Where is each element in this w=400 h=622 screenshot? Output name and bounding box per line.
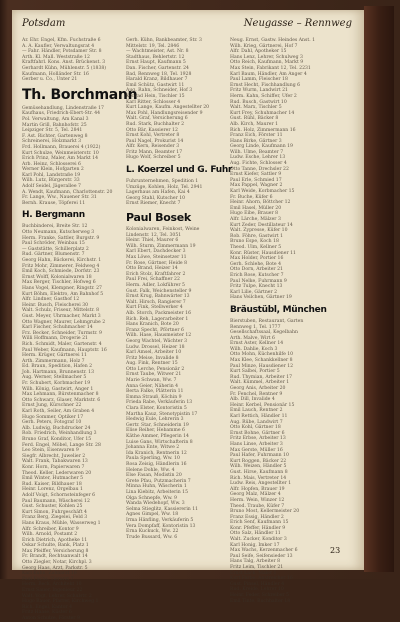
directory-entry: Alfr. Lindner, Gasthof 12	[22, 297, 80, 303]
directory-entry: Martin Grill, Bahnhofstr. 25	[22, 122, 87, 128]
directory-entry: Otto Neumann, Kutscherweg 3	[22, 230, 95, 236]
directory-entry: Gust. Rühl, Bäcker 8	[230, 116, 279, 122]
directory-entry: Karl Rettich, Händler 11	[230, 414, 288, 419]
ad-bergmann: H. Bergmann	[22, 210, 85, 221]
directory-entry: Erich Stolz, Kraftfahrer 2	[126, 271, 186, 277]
directory-entry: Walt. Vogt, Lehrer, Schulstr. 2	[22, 593, 92, 599]
directory-entry: Bruno Most, Kellermeister 20	[230, 509, 300, 515]
directory-entry: Oskar Schulte, Bank, Platz 1	[22, 543, 89, 549]
directory-entry: Alb. Ludwig, Buchdrucker 24	[22, 425, 91, 431]
directory-entry: A. A. Kaufler, Verwaltungsrat 4	[22, 43, 95, 49]
directory-entry: Hugo Sommer, Optiker 17	[22, 414, 84, 420]
directory-entry: Helene Dohle, Ww. 4	[126, 467, 175, 473]
directory-entry: Selma Stieglitz, Kassiererin 11	[126, 506, 199, 512]
directory-entry: Mittelstr. 19, Tel. 2846	[126, 43, 180, 49]
directory-entry: Ernst Haupt, Kaufmann 5	[126, 60, 186, 66]
directory-entry: Erich Senf, Kaufmann 15	[230, 520, 289, 526]
directory-entry: Kurt Fink, Stellwerker 4	[126, 305, 183, 311]
directory-entry: Aug. Fichte, Schlosser 4	[230, 161, 287, 167]
directory-entry: Otto Wagner, Maurer, Lehmgrube 2	[22, 319, 106, 325]
directory-entry: Fr. Rose, Gärtner, Heide 8	[126, 260, 187, 266]
directory-entry: Max Pohl, Handlungsreisender 9	[126, 110, 203, 116]
directory-entry: Otto Ziegler, Notar, Kirchpl. 3	[22, 560, 92, 566]
directory-entry: Karl Fischer, Schuhmacher 14	[22, 325, 93, 331]
directory-entry: Aug. Rübe, Landwirt 7	[230, 419, 283, 425]
directory-entry: Otto Schwarz, Glaser, Marktstr. 6	[22, 397, 101, 403]
directory-entry: Gerber u. Co., Unter 21	[22, 77, 78, 83]
directory-entry: Willi Hoffmann, Drogerie 21	[22, 336, 88, 342]
directory-entry: Gust. Pinsel, Händler 4	[230, 581, 285, 587]
directory-entry: Max Wachs, Kerzenmacher 6	[230, 548, 298, 554]
directory-entry: Fritz Erbse, Arbeiter 13	[230, 436, 286, 442]
directory-entry: Trude Bussard, Ww. 6	[126, 534, 178, 540]
directory-entry: Rich. Reh, Lagerarbeiter 1	[126, 316, 189, 322]
ad-koerzel: L. Koerzel und G. Fuhr	[126, 165, 233, 176]
directory-entry: Karl Roth, Seiler, Am Graben 4	[22, 409, 95, 415]
directory-entry: Dan. Fischer, Gartenstr. 24	[126, 65, 189, 71]
directory-entry: Rob. Friedrich, Weinhandlung 3	[22, 431, 97, 437]
directory-entry: Paula Sperling, Ww. 10	[126, 456, 180, 462]
directory-entry: Konr. Rüster, Hausdiener 11	[230, 250, 296, 256]
directory-entry: Kurt Farbe, Anstreicher 16	[230, 576, 293, 582]
directory-entry: Kurt Simon, Fuhrgeschäft 4	[22, 509, 87, 515]
directory-entry: Rob. Föhre, Gastwirt 1	[230, 233, 284, 239]
directory-entry: Leo Stein, Eisenwaren 9	[22, 448, 79, 454]
directory-entry: Werner Klein, Hofgarten 2	[22, 167, 84, 173]
directory-entry: Heinr. Busch, Fleischerei 30	[22, 302, 89, 308]
column-2	[126, 38, 233, 556]
directory-entry: Hans Veilchen, Gärtner 19	[230, 295, 292, 301]
directory-entry: Wilh. Ulme, Beamter 7	[230, 149, 284, 155]
directory-entry: Fr. Fenchel, Rentner 9	[230, 391, 283, 397]
directory-entry: Alb. Kirch, Maurer 1	[230, 121, 279, 127]
directory-entry: Otto Mohn, Küchenhilfe 10	[230, 352, 294, 358]
directory-entry: Adolf Voigt, Schornsteinfeger 6	[22, 492, 96, 498]
header-right: Neugasse – Rennweg	[243, 18, 352, 29]
directory-entry: Ed. Braun, Spedition, Hafen 2	[22, 364, 93, 370]
directory-entry: — Fahr. Händler, Potsdamer Str. 8	[22, 49, 102, 55]
directory-entry: Ernst Jung, Kürschner 22	[22, 403, 82, 409]
directory-entry: Georg Linde, Kaufmann 19	[230, 144, 293, 150]
directory-entry: Fr. Brandt, Rechtsanwalt 14	[22, 554, 88, 560]
directory-entry: Gust. Falk, Weichensteller 9	[126, 288, 192, 294]
column-1	[22, 38, 138, 621]
directory-entry: Wilh. Hase, Hausmeister 12	[126, 333, 192, 339]
ad-borchmann: Th. Borchmann	[22, 86, 138, 103]
directory-entry: Clara Elster, Kontoristin 5	[126, 406, 187, 412]
directory-entry: Marie Schwan, Ww. 7	[126, 378, 177, 384]
directory-entry: Fritz Haase, Küster 6	[22, 610, 72, 616]
directory-entry: Alfr. Dahl, Apotheker 15	[230, 49, 287, 55]
directory-entry: Alb. Dill, Invalide 4	[230, 397, 275, 403]
directory-entry: Konr. Pfeffer, Händler 9	[230, 525, 286, 531]
directory-entry: Anna Geier, Näherin 4	[126, 383, 179, 389]
directory-entry: Georg Malz, Mälzer 4	[230, 492, 281, 498]
directory-entry: Herm. Beck, Architekt 10	[22, 582, 82, 588]
directory-entry: Max Gerste, Müller 16	[230, 447, 283, 453]
directory-entry: Rud. Kaiser, Bildhauer 18	[22, 481, 82, 487]
directory-entry: Kaufhaus, Friedrich-Ebert-Str. 44	[22, 111, 101, 117]
directory-entry: Ernst Taube, Witwer 21	[126, 372, 182, 378]
ad-bosek: Paul Bosek	[126, 211, 191, 225]
directory-entry: Karl Kuhn, Zahnarzt 16	[22, 571, 77, 577]
directory-entry: Otto Salz, Händler 11	[230, 531, 281, 537]
directory-entry: Franz Essig, Händler 2	[230, 514, 284, 520]
directory-entry: Emil Hasel, Müller 20	[230, 205, 282, 211]
directory-entry: Erna Kuckuck, Ww. 22	[126, 529, 179, 535]
directory-entry: Agnes Gimpel, Ww. 18	[126, 512, 179, 518]
directory-entry: Gerh. Kühn, Bankbeamter, Str. 3	[126, 38, 202, 43]
directory-entry: Lindenstr. 12, Tel. 3051	[126, 232, 182, 238]
directory-entry: Ernst Bohne, Gärtner 6	[230, 430, 285, 436]
directory-entry: Otto Kohl, Gärtner 18	[230, 425, 281, 431]
directory-entry: Anton Schulze, Förster 9	[22, 616, 80, 621]
directory-entry: Berta Falke, Plätterin 11	[126, 389, 184, 395]
directory-entry: Adolf Seidel, Jägerallee 7	[22, 184, 81, 190]
directory-entry: Paul Baumann, Wäscherei 12	[22, 498, 90, 504]
directory-entry: Wilh. Lutz, Bürgerstr. 33	[22, 178, 80, 184]
directory-entry: Fritz Meise, Invalide 8	[126, 355, 179, 361]
directory-entry: Minna Huhn, Wäscherin 1	[126, 484, 187, 490]
directory-entry: Karl Lilie, Gärtner 2	[230, 289, 278, 295]
directory-entry: Gust. Hirse, Kaufmann 8	[230, 469, 288, 475]
directory-entry: Herm. Krüger, Gärtnerei 11	[22, 353, 87, 359]
directory-entry: Heinr. Feder, Schreiber 5	[230, 593, 289, 598]
directory-entry: Gerh. Peters, Fotograf 10	[22, 420, 82, 426]
directory-entry: Konrad Hein, Tischler 15	[126, 93, 185, 99]
directory-entry: Max Klee, Schankkellner 8	[230, 358, 293, 364]
directory-entry: Rich. Engel, Kantor 4	[22, 604, 73, 610]
directory-entry: Wilh. Weizen, Händler 5	[230, 464, 287, 470]
col3-entries-bottom	[230, 319, 350, 604]
directory-entry: Paul Nelke, Fuhrmann 9	[230, 278, 287, 284]
directory-entry: Georg Hahn, Bäckerei, Kirchstr. 1	[22, 258, 102, 263]
directory-entry: Herm. Franke, Sattler, Burgstr. 9	[22, 235, 100, 241]
directory-entry: Rich. Mais, Vertreter 14	[230, 475, 287, 481]
directory-entry: Max Pappel, Wagner 2	[230, 183, 283, 189]
directory-entry: Alfr. Schreiber, Kontor 9	[22, 526, 79, 532]
directory-entry: Gesellschaftssaal, Kegelbahn	[230, 330, 298, 336]
page-header	[22, 18, 352, 32]
directory-entry: Max Lehmann, Bürstenmacher 8	[22, 392, 99, 398]
directory-entry: Karl Ritter, Schlosser 4	[126, 99, 181, 105]
directory-entry: Hedwig Eule, Lehrerin 3	[126, 417, 184, 423]
column-3	[230, 38, 350, 604]
directory-entry: Ernst Lack, Maler 1	[230, 570, 277, 576]
directory-entry: Hans Lenz, Lehrer, Schulweg 3	[230, 54, 303, 60]
page-number: 23	[330, 546, 341, 555]
directory-entry: Arth. Zimmermann, Holz 7	[22, 358, 85, 364]
directory-entry: Gerh. Schlehe, Bote 4	[230, 261, 282, 267]
directory-entry: Alfr. Kern, Reisender 3	[126, 144, 180, 150]
directory-entry: Heinr. Thiel, Maurer 6	[126, 238, 179, 244]
directory-entry: Gust. Schuster, Kohlen 25	[22, 504, 83, 510]
directory-entry: Kraftfahrl. Kons. Anst. Brückenst. 3	[22, 60, 106, 66]
directory-entry: Grete Pfau, Putzmacherin 7	[126, 478, 191, 484]
directory-entry: Leipziger Str. 5, Tel. 2841	[22, 128, 83, 134]
directory-entry: Hans Birke, Gärtner 3	[230, 138, 282, 144]
directory-entry: Wanda Wiedehopf, Ww. 3	[126, 501, 185, 507]
directory-entry: Rud. Busch, Gastwirt 10	[230, 99, 287, 105]
directory-entry: Wilh. Arnold, Postamt 2	[22, 532, 78, 538]
directory-entry: Fuhrunternehmen, Spedition 1	[126, 179, 199, 185]
directory-entry: Wilh. König, Gastwirt, Anger 1	[22, 386, 94, 392]
directory-entry: Heinr. Lorenz, Orgelbau 1	[22, 487, 83, 493]
directory-entry: Bierstuben, Restaurant, Garten	[230, 318, 304, 324]
directory-entry: Bad, Rennweg 18, Tel. 1928	[126, 71, 192, 77]
directory-entry: F. Ast. Richter, Gartenweg 8	[22, 133, 88, 139]
directory-entry: Herm. Wein, Winzer 12	[230, 497, 285, 503]
directory-entry: Emil Winter, Hutmacher 5	[22, 476, 84, 482]
directory-entry: Gemüsehandlung, Lindenstraße 17	[22, 105, 104, 111]
directory-entry: Ernst Krug, Bahnwärter 13	[126, 294, 190, 300]
directory-entry: Hans Talg, Arbeiter 8	[230, 559, 281, 565]
directory-entry: Lina Kiebitz, Arbeiterin 15	[126, 489, 189, 495]
directory-entry: Rosa Zeisig, Händlerin 16	[126, 461, 187, 467]
directory-entry: Rud. Gärtner, Blumenstr. 7	[22, 252, 85, 258]
directory-entry: Stadthaus, Behlertstr. 12	[126, 54, 185, 60]
directory-entry: Walt. Frank, Tabakwaren 13	[22, 459, 88, 465]
directory-entry: Georg Anis, Arbeiter 20	[230, 386, 286, 392]
directory-entry: Frieda Rabe, Verkäuferin 13	[126, 400, 193, 406]
directory-entry: Käthe Ammer, Pflegerin 14	[126, 434, 189, 439]
directory-entry: Walt. Hirsch, Rangierer 7	[126, 299, 186, 305]
directory-entry: Fritz Mohr, Zimmerer, Feldweg 4	[22, 263, 100, 269]
directory-entry: Paul Schröder, Weinbau 15	[22, 241, 85, 247]
directory-entry: Alb. Storch, Packmeister 16	[126, 310, 192, 316]
directory-entry: Theod. Traube, Küfer 7	[230, 503, 285, 509]
directory-entry: Rich. Schmidt, Maler, Gartenstr. 4	[22, 341, 102, 347]
directory-entry: Ernst Kiefer, Sattler 9	[230, 172, 282, 178]
directory-entry: Kurt Böhm, Elektro, Am Bahnhof 5	[22, 291, 104, 297]
col1-entries-middle	[22, 106, 120, 207]
directory-entry: Emil Koch, Schmiede, Dorfstr. 23	[22, 269, 100, 275]
directory-entry: Rud. Stark, Buchhalter 2	[126, 121, 185, 127]
directory-entry: Fr. Lange, Ww., Nauener Str. 31	[22, 195, 97, 201]
directory-entry: Karl Weide, Korbmacher 15	[230, 189, 295, 195]
directory-entry: Fritz Wurm, Landwirt 21	[230, 88, 288, 94]
directory-entry: Paul Nagel, Prokurist 14	[126, 138, 184, 144]
directory-entry: Ludw. Reis, Angestellter 1	[230, 481, 292, 487]
directory-entry: Kurt Frey, Schuhmacher 14	[230, 110, 295, 116]
directory-entry: Walt. Schulz, Friseur, Mittelstr. 8	[22, 308, 100, 314]
directory-entry: Herm. Kahn, Schiffer, Ufer 2	[230, 93, 297, 99]
directory-entry: Paul Erle, Schmied 17	[230, 177, 282, 183]
directory-entry: Karl Honig, Imker 17	[230, 542, 280, 548]
directory-entry: Georg Stahl, Kutscher 10	[126, 195, 186, 201]
directory-entry: Heinr. Kerbel, Pensionär 15	[230, 402, 295, 408]
directory-entry: Arb. Heinz, Schlosserei 6	[22, 161, 81, 167]
directory-entry: Paul Hafer, Fuhrmann 10	[230, 453, 289, 459]
ad-braeustuebl: Bräustübl, München	[230, 304, 327, 315]
directory-entry: Walt. Zypresse, Küfer 10	[230, 228, 288, 234]
directory-entry: Fritz Leim, Tischler 21	[230, 565, 284, 571]
directory-entry: Gertr. Star, Schneiderin 19	[126, 422, 189, 428]
directory-entry: Franz Eich, Förster 11	[230, 133, 283, 139]
directory-entry: Bruno Espe, Koch 18	[230, 239, 279, 245]
directory-entry: Alfr. Lärche, Mälzer 3	[230, 217, 281, 222]
directory-entry: Ernst Sauer, Ingenieur 22	[22, 588, 83, 594]
directory-entry: Karl Baum, Händler, Am Anger 4	[230, 71, 307, 77]
directory-entry: Heinr. Ahorn, Böttcher 12	[230, 200, 291, 206]
directory-entry: Luise Gans, Wirtschafterin 8	[126, 439, 193, 445]
directory-entry: Walt. Graf, Versicherung 6	[126, 116, 188, 122]
directory-entry: Max Berger, Tischler, Hofweg 6	[22, 280, 96, 286]
directory-entry: Ernst Wolff, Kolonialwaren 18	[22, 274, 92, 280]
directory-entry: Herm. Adler, Lokführer 5	[126, 282, 185, 288]
directory-entry: Hans Kraus, Mühle, Wasserweg 1	[22, 520, 101, 526]
directory-entry: Hugo Bauer, Pfarrer, Kirchweg 1	[22, 599, 99, 605]
directory-entry: Paul Minze, Hausdiener 12	[230, 363, 294, 369]
directory-entry: Emma Strauß, Köchin 9	[126, 394, 182, 400]
directory-entry: Ferd. Engel, Möbel, Lange Str. 28	[22, 442, 101, 448]
directory-entry: Paul Lamm, Fleischer 18	[230, 77, 288, 83]
directory-entry: Paul Weber, Kaufmann, Hauptstr. 16	[22, 347, 107, 353]
directory-entry: Kurt Zeder, Destillateur 14	[230, 222, 293, 228]
directory-entry: Kaufmann, Holländer Str. 16	[22, 71, 89, 77]
directory-entry: Franz Specht, Pförtner 6	[126, 327, 184, 333]
directory-entry: Pol. Verwaltung, Am Kanal 3	[22, 116, 89, 122]
directory-entry: Walt. Kümmel, Arbeiter 1	[230, 380, 290, 386]
directory-entry: Elise Reiher, Hebamme 6	[126, 428, 185, 434]
directory-entry: Otto Brand, Heizer 14	[126, 266, 178, 272]
directory-entry: Alfr. Hopfen, Brauer 19	[230, 486, 285, 492]
directory-entry: Max Stein, Fabrikant 12, Tel. 2231	[230, 65, 311, 71]
directory-entry: Joh. Hartmann, Brunnenstr. 13	[22, 369, 94, 375]
directory-entry: Irma Hänfling, Verkäuferin 5	[126, 517, 194, 523]
directory-entry: Max Löwe, Steinsetzer 11	[126, 255, 187, 260]
directory-entry: Max Pfeiffer, Versicherung 8	[22, 548, 89, 554]
directory-entry: Olga Schnepfe, Ww. 9	[126, 495, 177, 501]
directory-entry: Martha Kauz, Stenotypistin 17	[126, 411, 198, 417]
directory-entry: Aug. Rahn, Schneider, Hof 3	[126, 88, 193, 94]
directory-entry: Fr. Schubert, Korbmacher 19	[22, 381, 91, 387]
directory-entry: Emil Schütz, Gastwirt 11	[126, 82, 185, 88]
directory-entry: Erich Dietrich, Apotheke 11	[22, 537, 88, 543]
directory-entry: Schreinerei, Holzmarkt 3	[22, 139, 82, 145]
directory-entry: Hans Kranich, Bote 20	[126, 322, 179, 328]
col1-entries-bottom	[22, 224, 120, 621]
directory-entry: Frz. Becker, Schneider, Turmstr. 9	[22, 330, 102, 336]
directory-entry: Fritz Tulpe, Knecht 13	[230, 284, 283, 290]
book-spine	[364, 6, 394, 572]
directory-entry: Theod. Keller, Lederwaren 20	[22, 470, 92, 476]
col1-entries-top	[22, 38, 120, 83]
directory-entry: Kurt Roggen, Bäcker 22	[230, 458, 287, 464]
directory-entry: Kurt Salbei, Portier 5	[230, 369, 280, 375]
directory-entry: Ida Kranich, Rentnerin 12	[126, 450, 187, 456]
col2-entries-middle	[126, 179, 224, 207]
directory-entry: Wilh. Sturm, Zimmermann 19	[126, 243, 196, 249]
directory-entry: Wilh. Dahlie, Koch 3	[230, 346, 278, 352]
directory-entry: Umzüge, Kohlen, Holz, Tel. 2941	[126, 184, 203, 190]
directory-entry: Emil Lauch, Rentner 2	[230, 408, 283, 414]
directory-entry: Kolonialwaren, Feinkost, Weine	[126, 227, 200, 233]
directory-entry: Bruno Graf, Konditor, Ufer 15	[22, 437, 92, 442]
directory-entry: Hans Vogel, Klempner, Ringstr. 27	[22, 285, 102, 291]
directory-entry: Johanna Ente, Witwe 2	[126, 445, 180, 451]
directory-entry: Hans Linse, Arbeiter 3	[230, 441, 283, 447]
directory-entry: Rich. Holz, Zimmermann 16	[230, 127, 296, 133]
directory-entry: Walt. Marx, Tischler 5	[230, 105, 282, 111]
directory-entry: Rud. Kreide, Lehrer 10	[230, 587, 284, 593]
directory-entry: Erich Prinz, Maler, Am Markt 14	[22, 156, 99, 162]
directory-entry: Karl Pohl, Landstraße 19	[22, 172, 81, 178]
directory-entry: Siegfr. Albrecht, Juwelier 2	[22, 453, 86, 459]
directory-entry: Ludw. Esche, Lehrer 13	[230, 155, 286, 161]
directory-entry: — Gaststätte, Schillerplatz 2	[22, 246, 89, 252]
directory-entry: Gust. Meyer, Uhrmacher, Markt 3	[22, 313, 101, 319]
directory-entry: Paul Seife, Seifensieder 13	[230, 553, 293, 559]
header-left: Potsdam	[22, 18, 66, 29]
directory-entry: Georg Haas, Arzt, Parkstr. 5	[22, 565, 88, 571]
directory-entry: Otto Bär, Kassierer 12	[126, 127, 178, 133]
directory-entry: Bernh. Krause, Töpferei 11	[22, 200, 86, 206]
directory-entry: Buchbinderei, Breite Str. 12	[22, 224, 88, 230]
directory-entry: Georg Wachtel, Wächter 3	[126, 338, 188, 344]
directory-entry: Vera Dompfaff, Kontoristin 13	[126, 523, 196, 529]
directory-entry: Harald Kranz, Bildhauer 7	[126, 77, 188, 83]
directory-entry: Else Fasan, Modistin 20	[126, 473, 182, 479]
directory-entry: A. Wendt, Kaufmann, Charlottenstr. 20	[22, 189, 113, 195]
directory-entry: Konr. Horn, Papierwaren 7	[22, 464, 85, 470]
directory-entry: Aug. Fink, Rentner 15	[126, 361, 178, 367]
directory-entry: Kurt Schulze, Weinmeisterstr. 10	[22, 150, 99, 156]
directory-entry: Paul Fuchs, Tierarzt 7	[22, 576, 74, 582]
directory-entry: Neug. Ernst, Gastw. Heindes Anst. 1	[230, 38, 316, 43]
directory-entry: Lagerhaus am Hafen, Kai 4	[126, 190, 190, 196]
directory-entry: Franz Berg, Ziegelei, Feld 3	[22, 515, 88, 521]
directory-entry: Ernst Aster, Kellner 14	[230, 341, 284, 347]
directory-entry: Karl Amsel, Arbeiter 10	[126, 350, 182, 356]
directory-entry: Ar. Ehr. Engel, Kfm. Fuchstraße 6	[22, 38, 101, 43]
directory-entry: Ernst Riemer, Knecht 7	[126, 201, 181, 207]
col2-entries-bottom	[126, 227, 224, 540]
directory-entry: Ernst Kohl, Vertreter 8	[126, 133, 180, 139]
directory-entry: — Wachtmeister, Ast. Nr. 8	[126, 49, 189, 55]
directory-entry: Ludw. Drossel, Heizer 18	[126, 344, 185, 350]
directory-entry: Theod. Ulm, Kellner 5	[230, 244, 282, 250]
directory-entry: Rennweg 1, Tel. 1777	[230, 324, 281, 330]
directory-entry: Otto Tanne, Drechsler 22	[230, 166, 289, 172]
directory-entry: Wilh. Krieg, Gärtnerei, Hof 7	[230, 43, 298, 49]
directory-entry: Gerhardt Kühn, Mühlenstr. 5 (1838)	[22, 65, 107, 71]
directory-entry: Karl Ebert, Dachdecker 3	[126, 249, 186, 255]
directory-entry: Fritz Mann, Beamter 17	[126, 149, 183, 155]
directory-entry: Frd. Hollmann, Brauerei 4 (1922)	[22, 144, 101, 150]
directory-entry: Arth. Kl. Mall. Weststraße 12	[22, 54, 90, 60]
directory-entry: Rud. Thymian, Arbeiter 17	[230, 374, 293, 380]
col2-entries-top	[126, 38, 224, 161]
directory-entry: Fr. Buche, Küfer 6	[230, 194, 273, 200]
directory-entry: Hugo Eibe, Brauer 8	[230, 211, 279, 217]
directory-entry: Emil Tinte, Buchhalter 18	[230, 598, 291, 604]
col3-entries-top	[230, 38, 350, 301]
directory-entry: Walt. Zucker, Konditor 3	[230, 537, 287, 543]
directory-entry: Otto Lerche, Pensionär 2	[126, 366, 185, 372]
directory-entry: Otto Reich, Kaufmann, Markt 9	[230, 60, 304, 66]
directory-entry: Hugo Wolf, Schreiber 5	[126, 155, 181, 161]
directory-entry: Paul Frei, Schaffner 22	[126, 277, 180, 283]
directory-entry: Ernst Hecht, Fischhandlung 6	[230, 82, 301, 88]
directory-entry: Arth. Malve, Wirt 6	[230, 335, 275, 341]
directory-entry: Aug. Werner, Stellmacher 5	[22, 375, 87, 381]
directory-entry: Erich Rose, Kutscher 7	[230, 272, 284, 278]
directory-entry: Kurt Lange, Kaufm. Angestellter 20	[126, 105, 210, 111]
directory-entry: Max Holder, Portier 16	[230, 256, 284, 262]
directory-entry: Otto Dorn, Arbeiter 21	[230, 267, 283, 273]
